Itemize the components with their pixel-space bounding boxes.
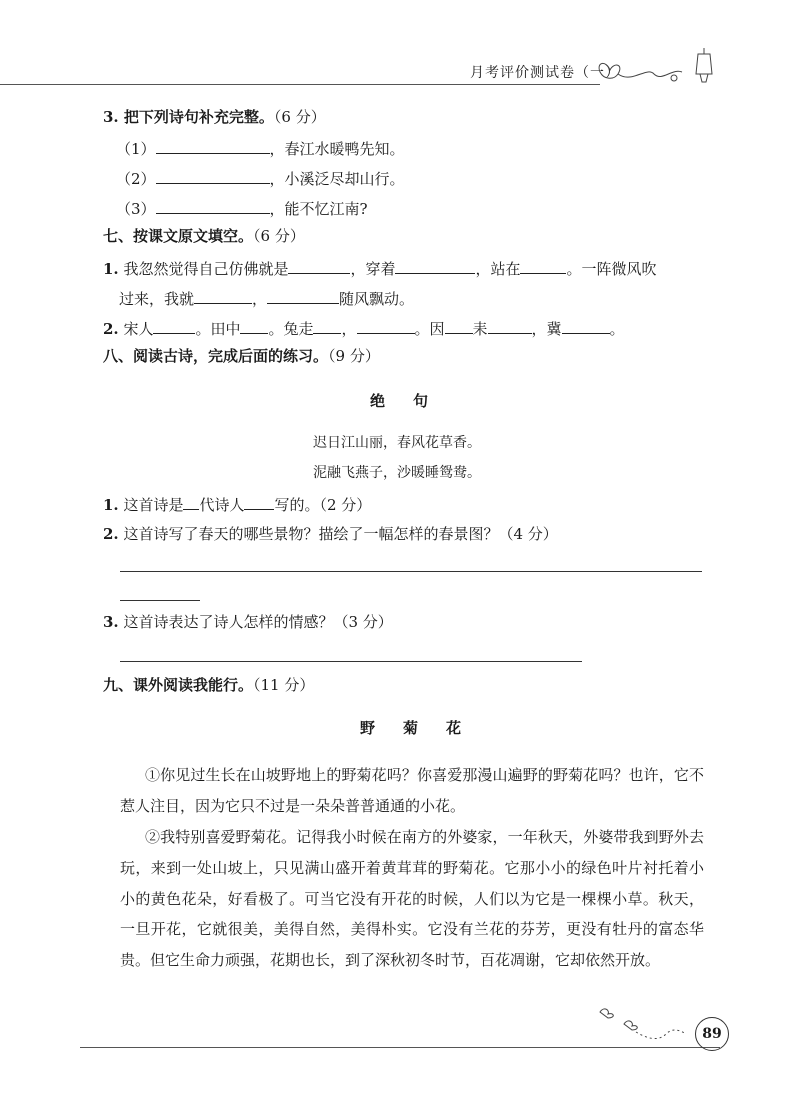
section-9-heading: 九、课外阅读我能行。（11 分）	[103, 676, 315, 694]
answer-blank[interactable]	[488, 317, 532, 334]
bird-decoration-icon	[596, 1004, 696, 1046]
answer-blank[interactable]	[313, 317, 341, 334]
answer-blank[interactable]	[183, 493, 199, 510]
poem-title: 绝句	[370, 392, 457, 410]
answer-blank[interactable]	[288, 257, 350, 274]
q3-item-3: （3） ，能不忆江南?	[116, 197, 368, 219]
s7-q2: 2. 宋人 。田中 。兔走 ， 。因 耒 ，冀 。	[103, 317, 625, 339]
answer-blank[interactable]	[267, 287, 339, 304]
answer-blank[interactable]	[445, 317, 473, 334]
answer-blank[interactable]	[395, 257, 475, 274]
passage-title: 野菊花	[360, 719, 490, 737]
answer-blank[interactable]	[153, 317, 195, 334]
footer-rule	[80, 1047, 720, 1048]
answer-blank[interactable]	[194, 287, 252, 304]
q3-item-2: （2） ，小溪泛尽却山行。	[116, 167, 405, 189]
q3-item-1: （1） ，春江水暖鸭先知。	[116, 137, 405, 159]
s8-q2: 2. 这首诗写了春天的哪些景物？描绘了一幅怎样的春景图？（4 分）	[103, 525, 558, 543]
answer-line[interactable]	[120, 571, 702, 572]
answer-blank[interactable]	[240, 317, 268, 334]
header-rule	[0, 84, 600, 85]
answer-blank[interactable]	[156, 197, 270, 214]
answer-line[interactable]	[120, 600, 200, 601]
q3-heading: 3. 把下列诗句补充完整。（6 分）	[103, 108, 326, 126]
header-title: 月考评价测试卷（一）	[470, 65, 620, 81]
answer-blank[interactable]	[244, 493, 274, 510]
answer-blank[interactable]	[357, 317, 415, 334]
s8-q3: 3. 这首诗表达了诗人怎样的情感？（3 分）	[103, 613, 393, 631]
s7-q1-line1: 1. 我忽然觉得自己仿佛就是 ，穿着 ，站在 。一阵微风吹	[103, 257, 657, 279]
s8-q1: 1. 这首诗是 代诗人 写的。（2 分）	[103, 493, 371, 515]
page-number: 89	[695, 1017, 729, 1051]
answer-blank[interactable]	[520, 257, 566, 274]
section-8-heading: 八、阅读古诗，完成后面的练习。（9 分）	[103, 347, 380, 365]
answer-line[interactable]	[120, 661, 582, 662]
answer-blank[interactable]	[562, 317, 610, 334]
butterfly-lamp-decoration-icon	[592, 44, 722, 94]
section-7-heading: 七、按课文原文填空。（6 分）	[103, 227, 305, 245]
poem-line-2: 泥融飞燕子，沙暖睡鸳鸯。	[313, 465, 481, 481]
s7-q1-line2: 过来，我就 ， 随风飘动。	[119, 287, 414, 309]
passage-paragraph-1: ①你见过生长在山坡野地上的野菊花吗？你喜爱那漫山遍野的野菊花吗？也许，它不惹人注目，因为它只不过是一朵朵普普通通的小花。	[120, 766, 704, 815]
answer-blank[interactable]	[156, 137, 270, 154]
poem-line-1: 迟日江山丽，春风花草香。	[313, 435, 481, 451]
passage-paragraph-2: ②我特别喜爱野菊花。记得我小时候在南方的外婆家，一年秋天，外婆带我到野外去玩，来到一处山坡上，只见满山盛开着黄茸茸的野菊花。它那小小的绿色叶片衬托着小小的黄色花朵，好看极了。可当它没有开花的时候，人们以为它是一棵棵小草。秋天，一旦开花，它就很美，美得自然，美得朴实。它没有兰花的芬芳，更没有牡丹的富态华贵。但它生命力顽强，花期也长，到了深秋初冬时节，百花凋谢，它却依然开放。	[120, 828, 704, 970]
answer-blank[interactable]	[156, 167, 270, 184]
